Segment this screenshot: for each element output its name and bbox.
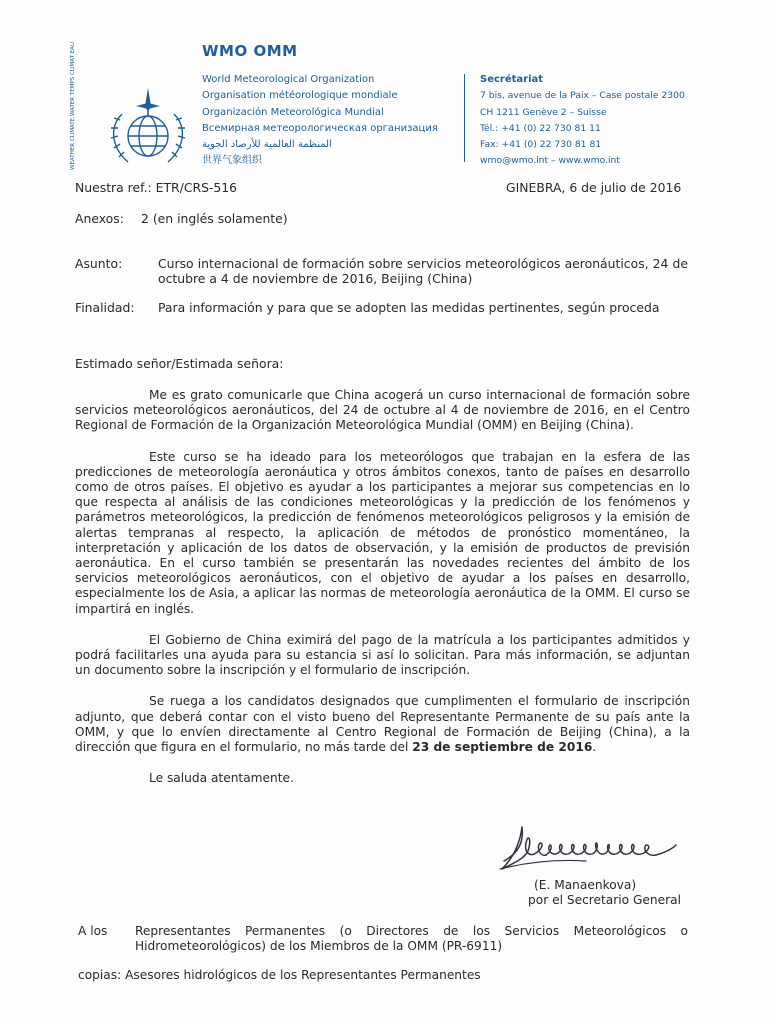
closing: Le saluda atentamente. xyxy=(149,771,294,786)
annexes-label: Anexos: xyxy=(75,211,124,226)
org-name-es: Organización Meteorológica Mundial xyxy=(202,106,384,118)
vertical-tagline xyxy=(70,42,94,170)
vertical-tagline-text: WEATHER CLIMATE WATER TEMPS CLIMAT EAU xyxy=(70,42,76,170)
address-line: 7 bis, avenue de la Paix – Case postale 2300 xyxy=(480,90,685,102)
fax-line: Fax: +41 (0) 22 730 81 81 xyxy=(480,139,602,151)
body-paragraph: El Gobierno de China eximirá del pago de la matrícula a los participantes admitidos y podrá facilitarles una ayuda para su estancia si así lo solicitan. Para más información, se adjuntan un documento sobre la inscripción y el formulario de inscripción. xyxy=(75,632,690,678)
org-name-ru: Всемирная метеорологическая организация xyxy=(202,122,438,134)
signatory-role: por el Secretario General xyxy=(528,893,682,907)
purpose-label: Finalidad: xyxy=(75,300,135,315)
reference-number: Nuestra ref.: ETR/CRS-516 xyxy=(75,180,238,195)
org-name-zh: 世界气象组织 xyxy=(202,155,262,167)
copies-line: copias: Asesores hidrológicos de los Representantes Permanentes xyxy=(78,968,481,982)
signatory-name: (E. Manaenkova) xyxy=(534,878,637,892)
deadline-date: 23 de septiembre de 2016 xyxy=(412,740,593,755)
org-name-ar: المنظمة العالمية للأرصاد الجوية xyxy=(202,139,332,151)
wmo-emblem-logo xyxy=(100,84,196,170)
email-web-line[interactable]: wmo@wmo.int – www.wmo.int xyxy=(480,155,620,167)
purpose-text: Para información y para que se adopten las medidas pertinentes, según proceda xyxy=(158,300,660,315)
annexes-value: 2 (en inglés solamente) xyxy=(141,211,288,226)
address-line: CH 1211 Genève 2 – Suisse xyxy=(480,106,607,118)
body-paragraph: Me es grato comunicarle que China acogerá un curso internacional de formación sobre servicios meteorológicos aeronáuticos, del 24 de octubre al 4 de noviembre de 2016, en el Centro Regional de Formación de la Organización Meteorológica Mundial (OMM) en Beijing (China). xyxy=(75,388,690,433)
secretariat-address xyxy=(480,72,685,170)
subject-text: Curso internacional de formación sobre servicios meteorológicos aeronáuticos, 24 de octubre a 4 de noviembre de 2016, Beijing (China) xyxy=(158,256,688,286)
letter-date: GINEBRA, 6 de julio de 2016 xyxy=(506,180,682,195)
org-name-fr: Organisation météorologique mondiale xyxy=(202,90,398,102)
salutation: Estimado señor/Estimada señora: xyxy=(75,356,284,371)
organization-names xyxy=(202,72,457,170)
deadline-paragraph-end: . xyxy=(592,740,597,755)
secretariat-title: Secrétariat xyxy=(480,74,544,85)
deadline-paragraph-text: Se ruega a los candidatos designados que cumplimenten el formulario de inscripción adjunto, que deberá contar con el visto bueno del Representante Permanente de su país ante la OMM, y que lo envíen directamente al Centro Regional de Formación de Beijing (China), a la dirección que figura en el formulario, no más tarde del xyxy=(75,694,690,755)
header-divider xyxy=(464,74,465,162)
distribution-label: A los xyxy=(78,924,108,938)
wmo-brand: WMO OMM xyxy=(202,42,298,60)
phone-line: Tél.: +41 (0) 22 730 81 11 xyxy=(480,122,601,134)
body-paragraph: Este curso se ha ideado para los meteorólogos que trabajan en la esfera de las predicciones de meteorología aeronáutica y otros ámbitos conexos, tanto de países en desarrollo como de otros países. El objetivo es ayudar a los participantes a mejorar sus competencias en lo que respecta al análisis de las condiciones meteorológicas y la predicción de los fenómenos y parámetros meteorológicos, la predicción de fenómenos meteorológicos peligrosos y la emisión de alertas tempranas al respecto, la aplicación de métodos de pronóstico momentáneo, la interpretación y aplicación de los datos de observación, y la emisión de productos de previsión aeronáutica. En el curso también se presentarán las novedades recientes del ámbito de los servicios meteorológicos aeronáuticos, con el objetivo de ayudar a los países en desarrollo, especialmente los de Asia, a aplicar las normas de meteorología aeronáutica de la OMM. El curso se impartirá en inglés. xyxy=(75,449,690,616)
handwritten-signature xyxy=(494,813,689,883)
body-paragraph-deadline xyxy=(75,694,690,755)
subject-label: Asunto: xyxy=(75,256,123,271)
letter-body xyxy=(75,388,690,802)
org-name-en: World Meteorological Organization xyxy=(202,74,375,85)
distribution-text: Representantes Permanentes (o Directores de los Servicios Meteorológicos o Hidrometeorológicos) de los Miembros de la OMM (PR-6911) xyxy=(135,924,688,954)
